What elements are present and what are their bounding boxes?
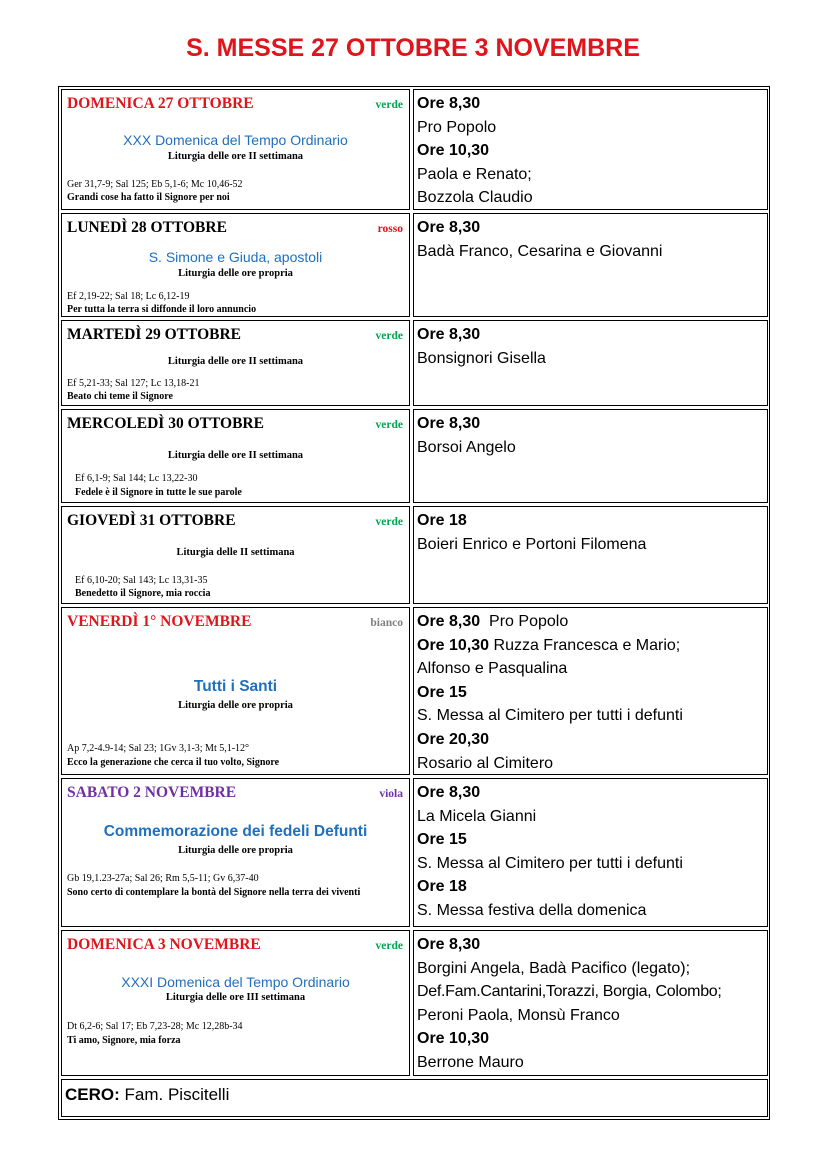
cero-label: CERO: xyxy=(65,1085,120,1104)
readings: Ef 6,10-20; Sal 143; Lc 13,31-35 xyxy=(75,575,208,586)
day-cell xyxy=(61,89,410,210)
liturgy-week: Liturgia delle II settimana xyxy=(176,547,295,558)
mass-cell xyxy=(413,778,768,927)
mass-line xyxy=(417,509,767,533)
feast-name: S. Simone e Giuda, apostoli xyxy=(148,249,323,265)
mass-intention: Peroni Paola, Monsù Franco xyxy=(417,1006,620,1024)
mass-time: Ore 18 xyxy=(417,878,467,896)
antiphon: Ecco la generazione che cerca il tuo volto, Signore xyxy=(67,757,280,768)
mass-time: Ore 8,30 xyxy=(417,936,481,953)
day-title: MERCOLEDÌ 30 OTTOBRE xyxy=(67,415,264,432)
mass-line xyxy=(417,216,767,240)
antiphon: Fedele è il Signore in tutte le sue parole xyxy=(75,487,242,498)
mass-line xyxy=(417,1004,767,1028)
antiphon: Beato chi teme il Signore xyxy=(67,391,173,402)
day-cell xyxy=(61,778,410,927)
liturgical-color: verde xyxy=(375,516,403,528)
liturgy-week: Liturgia delle ore II settimana xyxy=(167,356,304,367)
readings: Ef 6,1-9; Sal 144; Lc 13,22-30 xyxy=(75,473,198,484)
liturgy-week: Liturgia delle ore propria xyxy=(178,845,293,856)
mass-line xyxy=(417,875,767,899)
mass-line xyxy=(417,805,767,829)
mass-intention: Badà Franco, Cesarina e Giovanni xyxy=(417,242,663,260)
liturgical-color: verde xyxy=(375,330,403,342)
mass-line xyxy=(417,828,767,852)
day-title: MARTEDÌ 29 OTTOBRE xyxy=(67,326,242,343)
page-title: S. MESSE 27 OTTOBRE 3 NOVEMBRE xyxy=(186,34,640,62)
mass-time: Ore 20,30 xyxy=(417,730,490,748)
mass-time: Ore 10,30 xyxy=(417,636,490,654)
day-title: DOMENICA 27 OTTOBRE xyxy=(67,95,254,112)
mass-line xyxy=(417,980,767,1004)
cero-family: Fam. Piscitelli xyxy=(119,1085,230,1104)
mass-intention: Berrone Mauro xyxy=(417,1053,524,1071)
mass-line xyxy=(417,704,767,728)
mass-intention: Def.Fam.Cantarini,Torazzi, Borgia, Colombo; xyxy=(417,983,722,1001)
day-cell xyxy=(61,607,410,775)
day-title: GIOVEDÌ 31 OTTOBRE xyxy=(67,512,236,529)
mass-cell xyxy=(413,320,768,406)
mass-line xyxy=(417,186,767,210)
mass-line xyxy=(417,781,767,805)
liturgical-color: viola xyxy=(379,788,403,800)
antiphon: Grandi cose ha fatto il Signore per noi xyxy=(67,192,230,203)
mass-line xyxy=(417,323,767,347)
mass-intention: Borsoi Angelo xyxy=(417,438,516,456)
liturgy-week: Liturgia delle ore II settimana xyxy=(167,151,304,162)
mass-line xyxy=(417,92,767,116)
liturgical-color: rosso xyxy=(377,223,403,235)
mass-line xyxy=(417,957,767,981)
cero-row xyxy=(61,1079,768,1117)
mass-line xyxy=(417,347,767,371)
feast-name: XXXI Domenica del Tempo Ordinario xyxy=(121,974,350,990)
mass-intention: S. Messa al Cimitero per tutti i defunti xyxy=(417,707,683,725)
feast-name: Tutti i Santi xyxy=(193,678,278,695)
mass-intention: Bonsignori Gisella xyxy=(417,349,546,367)
readings: Dt 6,2-6; Sal 17; Eb 7,23-28; Mc 12,28b-34 xyxy=(67,1021,243,1032)
day-cell xyxy=(61,213,410,317)
day-cell xyxy=(61,930,410,1076)
mass-line xyxy=(417,1027,767,1051)
readings: Ger 31,7-9; Sal 125; Eb 5,1-6; Mc 10,46-52 xyxy=(67,179,243,190)
mass-intention: Rosario al Cimitero xyxy=(417,754,554,772)
mass-intention: Borgini Angela, Badà Pacifico (legato); xyxy=(417,959,691,977)
mass-line xyxy=(417,657,767,681)
mass-line xyxy=(417,1051,767,1075)
antiphon: Benedetto il Signore, mia roccia xyxy=(75,588,211,599)
readings: Ef 5,21-33; Sal 127; Lc 13,18-21 xyxy=(67,378,200,389)
mass-line xyxy=(417,852,767,876)
mass-intention: Paola e Renato; xyxy=(417,165,532,183)
mass-line xyxy=(417,610,767,634)
mass-time: Ore 8,30 xyxy=(417,415,481,432)
readings: Ap 7,2-4.9-14; Sal 23; 1Gv 3,1-3; Mt 5,1-12° xyxy=(67,743,250,754)
mass-list xyxy=(417,933,767,1075)
mass-cell xyxy=(413,506,768,604)
mass-intention: Alfonso e Pasqualina xyxy=(417,660,568,678)
feast-name: Commemorazione dei fedeli Defunti xyxy=(103,823,368,840)
mass-line xyxy=(417,634,767,658)
mass-intention: S. Messa al Cimitero per tutti i defunti xyxy=(417,854,683,872)
antiphon: Ti amo, Signore, mia forza xyxy=(67,1035,181,1046)
mass-intention: Ruzza Francesca e Mario; xyxy=(489,636,681,654)
liturgical-color: verde xyxy=(375,99,403,111)
mass-time: Ore 15 xyxy=(417,831,467,849)
mass-line xyxy=(417,752,767,775)
mass-list xyxy=(417,509,767,556)
mass-line xyxy=(417,412,767,436)
mass-time: Ore 18 xyxy=(417,512,467,529)
liturgical-color: verde xyxy=(375,419,403,431)
readings: Ef 2,19-22; Sal 18; Lc 6,12-19 xyxy=(67,291,190,302)
mass-time: Ore 8,30 xyxy=(417,613,481,630)
mass-cell xyxy=(413,607,768,775)
liturgical-color: bianco xyxy=(370,617,403,629)
mass-list xyxy=(417,92,767,210)
mass-cell xyxy=(413,409,768,503)
day-title: SABATO 2 NOVEMBRE xyxy=(67,784,237,801)
antiphon: Sono certo di contemplare la bontà del Signore nella terra dei viventi xyxy=(67,887,361,898)
mass-line xyxy=(417,533,767,557)
mass-time: Ore 10,30 xyxy=(417,142,490,160)
mass-line xyxy=(417,728,767,752)
liturgical-color: verde xyxy=(375,940,403,952)
mass-line xyxy=(417,899,767,923)
mass-intention: Bozzola Claudio xyxy=(417,189,533,207)
readings: Gb 19,1.23-27a; Sal 26; Rm 5,5-11; Gv 6,37-40 xyxy=(67,873,259,884)
mass-time: Ore 15 xyxy=(417,683,467,701)
mass-intention: Boieri Enrico e Portoni Filomena xyxy=(417,535,647,553)
day-cell xyxy=(61,506,410,604)
mass-list xyxy=(417,781,767,923)
mass-line xyxy=(417,681,767,705)
mass-cell xyxy=(413,89,768,210)
liturgy-week: Liturgia delle ore propria xyxy=(178,268,293,279)
mass-list xyxy=(417,216,767,263)
mass-time: Ore 8,30 xyxy=(417,219,481,236)
antiphon: Per tutta la terra si diffonde il loro annuncio xyxy=(67,304,257,315)
mass-time: Ore 8,30 xyxy=(417,326,481,343)
mass-line xyxy=(417,163,767,187)
mass-line xyxy=(417,240,767,264)
mass-intention: S. Messa festiva della domenica xyxy=(417,901,647,919)
mass-time: Ore 8,30 xyxy=(417,95,481,112)
day-title: VENERDÌ 1° NOVEMBRE xyxy=(67,613,252,630)
mass-time: Ore 8,30 xyxy=(417,784,481,801)
mass-list xyxy=(417,323,767,370)
liturgy-week: Liturgia delle ore III settimana xyxy=(165,992,306,1003)
feast-name: XXX Domenica del Tempo Ordinario xyxy=(123,132,348,148)
liturgy-week: Liturgia delle ore II settimana xyxy=(167,450,304,461)
mass-intention: Pro Popolo xyxy=(417,118,497,136)
mass-line xyxy=(417,139,767,163)
mass-time: Ore 10,30 xyxy=(417,1030,490,1048)
day-title: DOMENICA 3 NOVEMBRE xyxy=(67,936,261,953)
day-cell xyxy=(61,320,410,406)
mass-cell xyxy=(413,213,768,317)
mass-line xyxy=(417,116,767,140)
mass-list xyxy=(417,412,767,459)
day-cell xyxy=(61,409,410,503)
mass-intention: Pro Popolo xyxy=(480,613,569,630)
mass-line xyxy=(417,436,767,460)
mass-line xyxy=(417,933,767,957)
day-title: LUNEDÌ 28 OTTOBRE xyxy=(67,219,227,236)
mass-cell xyxy=(413,930,768,1076)
mass-list xyxy=(417,610,767,775)
mass-intention: La Micela Gianni xyxy=(417,807,537,825)
liturgy-week: Liturgia delle ore propria xyxy=(178,700,293,711)
